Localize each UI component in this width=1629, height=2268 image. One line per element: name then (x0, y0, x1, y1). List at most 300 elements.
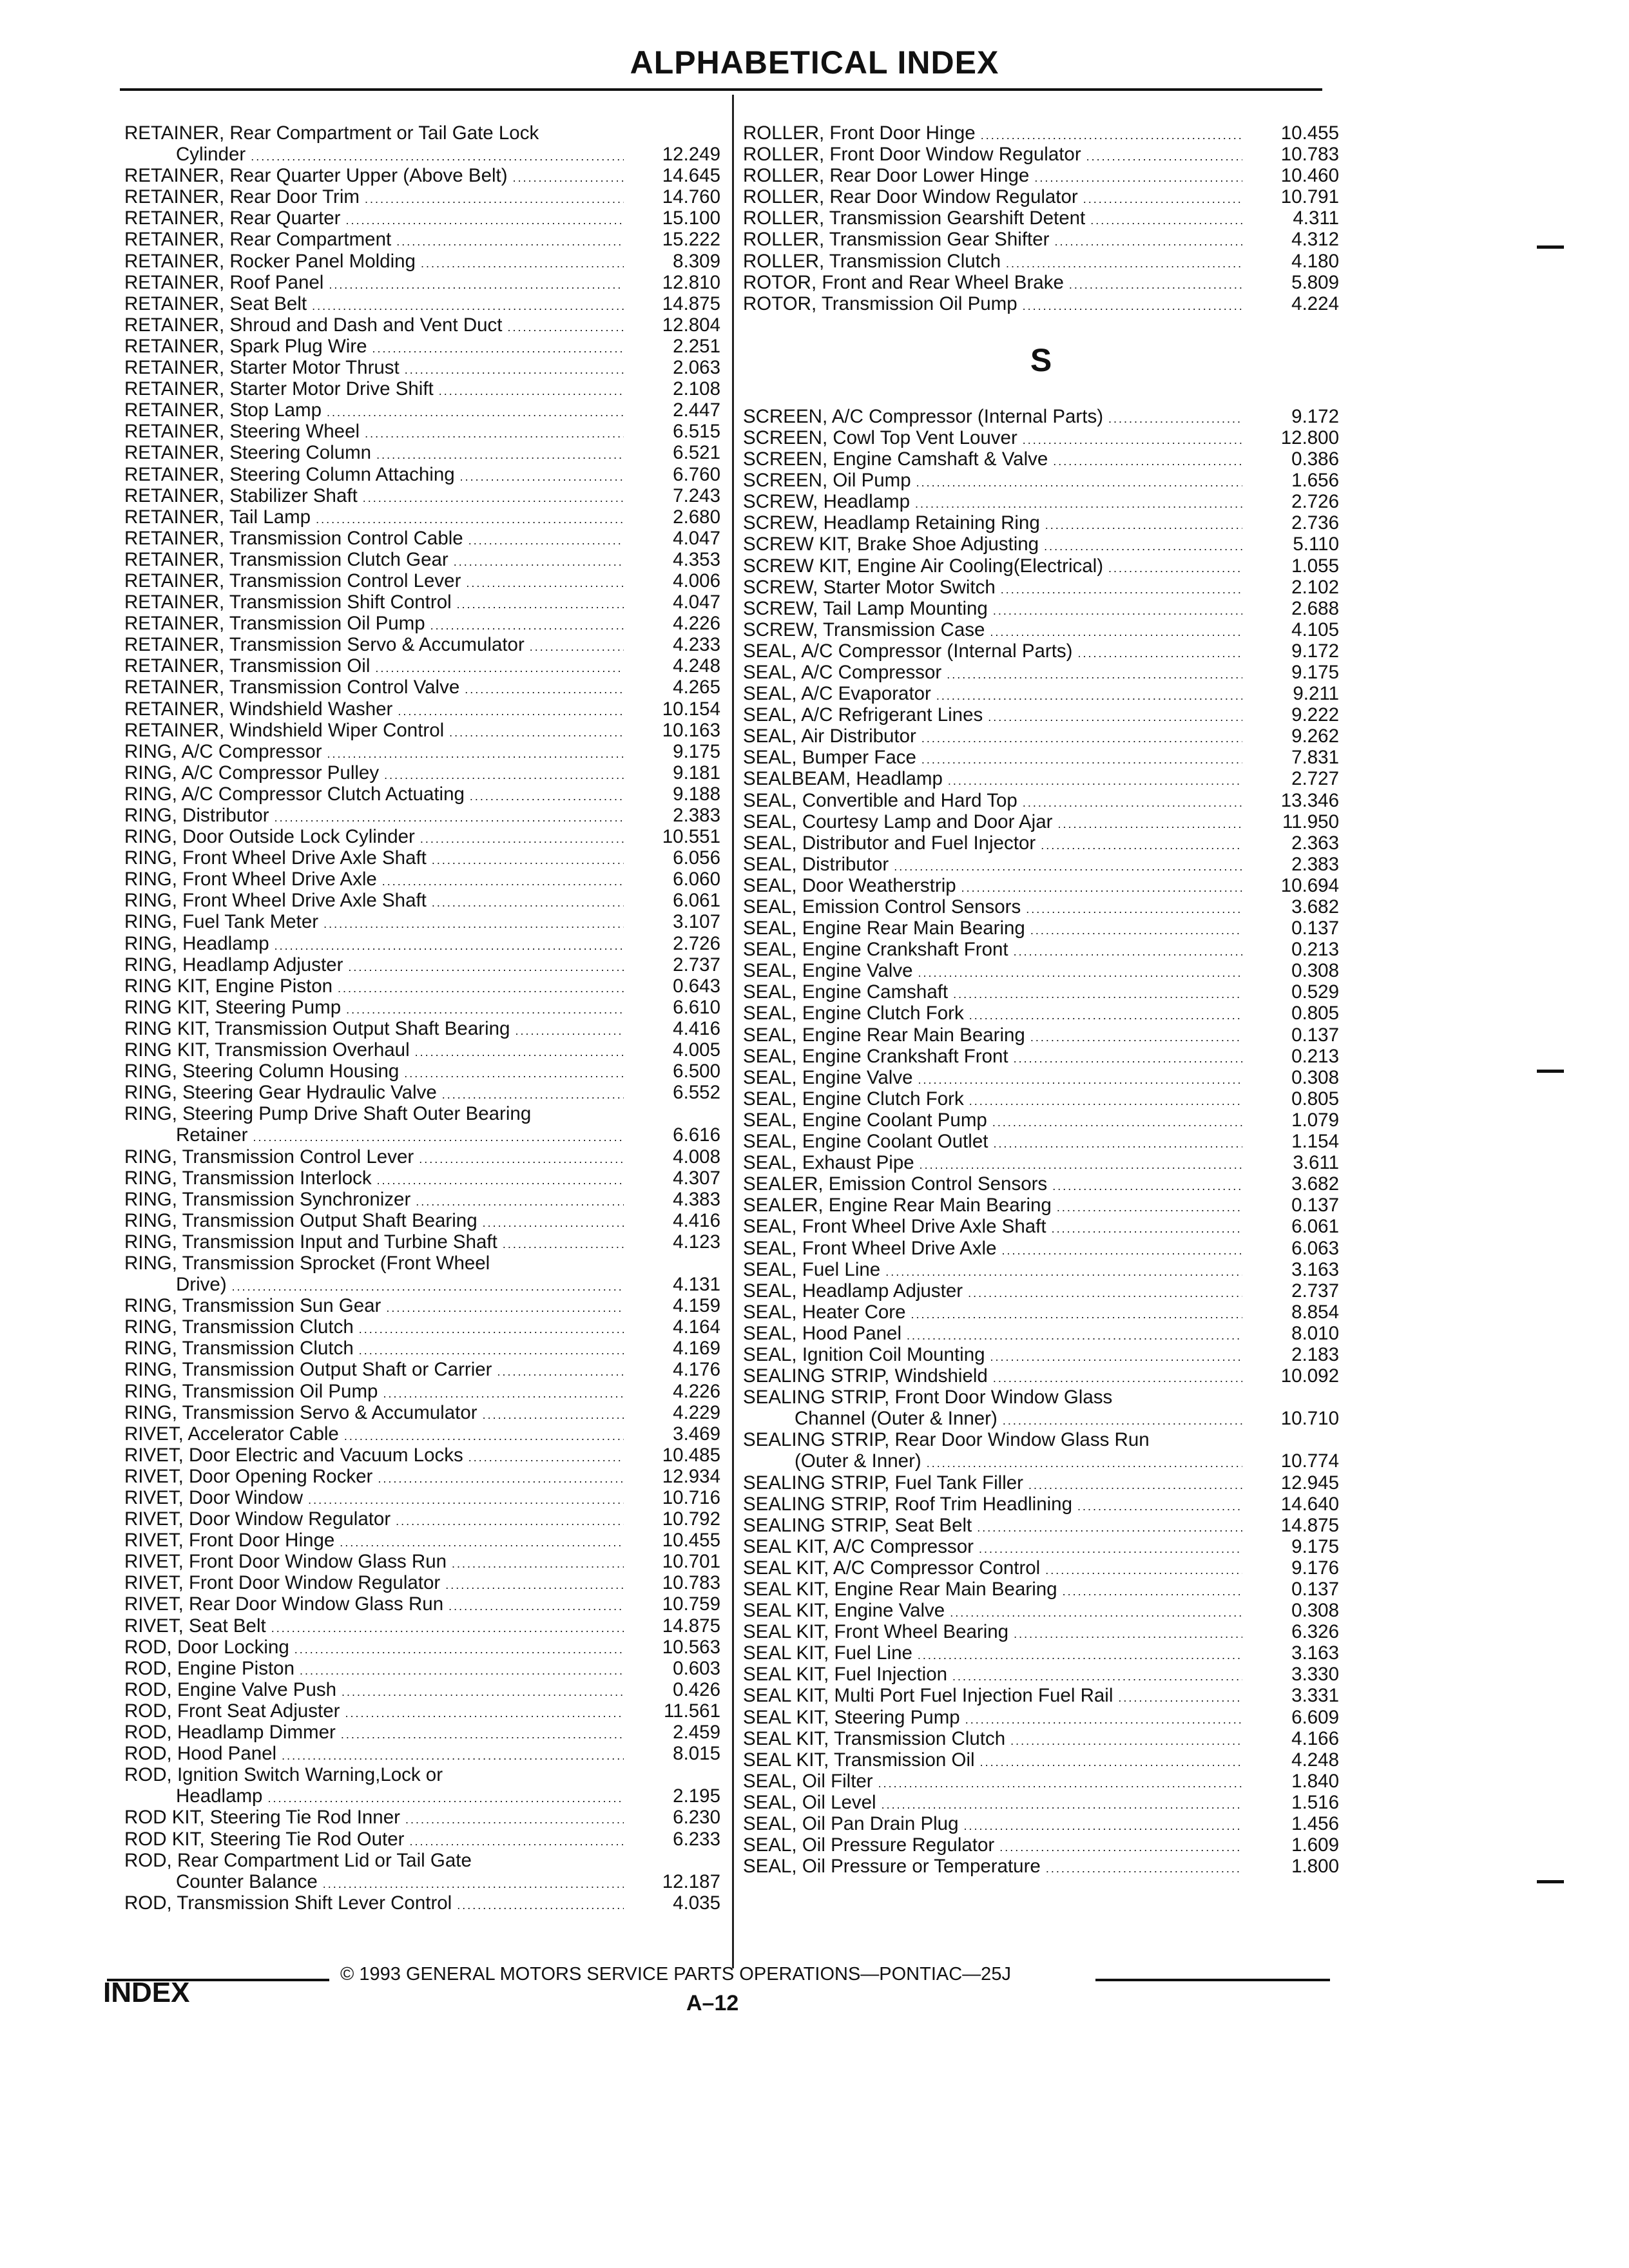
index-entry (743, 790, 1339, 811)
index-entry-text: (Outer & Inner) ..... (795, 1450, 1242, 1474)
index-entry-page: 6.060 (673, 869, 720, 890)
index-entry-page: 12.945 (1280, 1472, 1339, 1494)
index-entry-page: 0.805 (1291, 1088, 1339, 1110)
index-entry-page: 12.934 (662, 1465, 720, 1487)
index-entry (743, 1749, 1339, 1771)
index-entry (743, 1579, 1339, 1600)
index-entry (124, 911, 720, 932)
index-entry-text: SEALING STRIP, Windshield ..... (743, 1365, 1242, 1389)
index-entry-page: 4.224 (1291, 293, 1339, 314)
index-entry-page: 3.469 (673, 1423, 720, 1445)
index-entry-page: 9.262 (1291, 726, 1339, 747)
index-entry-text: SEAL KIT, Front Wheel Bearing ..... (743, 1621, 1242, 1645)
index-entry-page: 3.611 (1293, 1152, 1339, 1174)
index-entry-page: 9.176 (1291, 1557, 1339, 1579)
index-entry-text: SEALBEAM, Headlamp ..... (743, 768, 1242, 792)
index-entry (124, 847, 720, 869)
index-entry (743, 896, 1339, 918)
index-entry-text: SEALING STRIP, Fuel Tank Filler ..... (743, 1472, 1242, 1496)
index-entry-text: ROD, Transmission Shift Lever Control ..... (124, 1892, 624, 1916)
index-entry-page: 10.163 (662, 719, 720, 741)
index-entry-page: 10.759 (662, 1593, 720, 1615)
index-entry-page: 13.346 (1280, 789, 1339, 811)
index-entry-page: 8.854 (1291, 1301, 1339, 1323)
margin-mark (1537, 1880, 1564, 1883)
index-entry-text: Channel (Outer & Inner) ..... (795, 1408, 1242, 1432)
index-entry-text: RIVET, Door Opening Rocker ..... (124, 1466, 624, 1490)
right-column-bottom (743, 406, 1339, 1877)
index-entry-text: RIVET, Rear Door Window Glass Run ..... (124, 1593, 624, 1617)
index-entry (124, 1722, 720, 1743)
index-entry (743, 1387, 1339, 1408)
index-entry-text: ROD, Ignition Switch Warning,Lock or (124, 1764, 443, 1786)
index-entry-text: ROLLER, Rear Door Lower Hinge ..... (743, 165, 1242, 189)
index-entry (743, 229, 1339, 250)
index-entry-text: SEAL, Heater Core ..... (743, 1302, 1242, 1325)
index-entry (124, 1466, 720, 1487)
index-entry-text: ROLLER, Front Door Window Regulator ..... (743, 144, 1242, 168)
index-entry-text: SCREW KIT, Engine Air Cooling(Electrical) ..... (743, 555, 1242, 579)
index-entry-page: 4.312 (1291, 229, 1339, 251)
index-entry-text: RETAINER, Shroud and Dash and Vent Duct ..... (124, 314, 624, 338)
index-entry-page: 14.875 (1280, 1514, 1339, 1536)
index-entry-text: RETAINER, Transmission Oil Pump ..... (124, 613, 624, 637)
index-entry (743, 1195, 1339, 1216)
index-entry-text: SEALER, Emission Control Sensors ..... (743, 1173, 1242, 1197)
index-entry-page: 7.831 (1291, 747, 1339, 769)
index-entry-text: RING, Transmission Clutch ..... (124, 1338, 624, 1361)
index-entry (743, 427, 1339, 448)
index-entry-text: RETAINER, Transmission Servo & Accumulator ..... (124, 634, 624, 658)
index-entry-text: Drive) ..... (176, 1274, 624, 1298)
index-entry-page: 10.792 (662, 1508, 720, 1530)
index-entry (743, 1152, 1339, 1173)
index-entry (743, 832, 1339, 854)
index-entry-page: 10.563 (662, 1636, 720, 1658)
index-entry-page: 15.100 (662, 207, 720, 229)
index-entry (124, 314, 720, 336)
index-entry (124, 1124, 720, 1146)
index-entry (743, 272, 1339, 293)
index-entry-page: 6.552 (673, 1082, 720, 1104)
index-entry (743, 939, 1339, 960)
index-entry-text: SEALING STRIP, Front Door Window Glass (743, 1387, 1113, 1408)
index-entry-text: RING, Transmission Output Shaft Bearing ..... (124, 1210, 624, 1234)
index-entry (743, 251, 1339, 272)
index-entry-page: 3.163 (1291, 1258, 1339, 1280)
index-entry (124, 1210, 720, 1231)
index-entry-text: Headlamp ..... (176, 1785, 624, 1809)
index-entry-page: 0.137 (1291, 1024, 1339, 1046)
index-entry-text: SCREEN, Oil Pump ..... (743, 470, 1242, 494)
index-entry (124, 1572, 720, 1593)
index-entry-text: RING, Headlamp ..... (124, 933, 624, 957)
index-entry-text: SCREW, Headlamp ..... (743, 491, 1242, 515)
index-entry-page: 4.248 (1291, 1749, 1339, 1771)
index-entry-page: 4.416 (673, 1017, 720, 1039)
index-entry (124, 1146, 720, 1168)
index-entry (743, 470, 1339, 491)
index-entry-text: SEAL KIT, Multi Port Fuel Injection Fuel Rail ..... (743, 1685, 1242, 1709)
index-entry-page: 1.609 (1291, 1834, 1339, 1856)
index-entry (743, 811, 1339, 832)
index-entry-text: SEAL, Oil Level ..... (743, 1792, 1242, 1816)
index-entry (743, 1046, 1339, 1067)
index-entry (743, 1003, 1339, 1024)
index-entry-text: RING KIT, Transmission Overhaul ..... (124, 1039, 624, 1063)
index-entry (124, 1359, 720, 1380)
index-entry-page: 14.640 (1280, 1493, 1339, 1515)
index-entry-text: SEAL, Engine Valve ..... (743, 960, 1242, 984)
index-entry (743, 598, 1339, 619)
index-entry (743, 981, 1339, 1003)
index-entry-text: SEAL, Engine Coolant Outlet ..... (743, 1131, 1242, 1155)
index-entry-text: RETAINER, Rear Compartment ..... (124, 229, 624, 253)
index-entry-text: RING KIT, Steering Pump ..... (124, 997, 624, 1021)
index-entry-page: 5.809 (1291, 271, 1339, 293)
index-entry-text: RETAINER, Transmission Control Lever ..... (124, 570, 624, 594)
index-entry (124, 399, 720, 421)
index-entry (124, 229, 720, 250)
index-entry (743, 1621, 1339, 1642)
index-entry-page: 6.616 (673, 1124, 720, 1146)
index-entry-page: 6.326 (1291, 1621, 1339, 1643)
footer-index-label: INDEX (103, 1977, 190, 2008)
index-entry (743, 1707, 1339, 1728)
column-divider (732, 95, 734, 1968)
index-entry-text: Retainer ..... (176, 1124, 624, 1148)
index-entry-text: SEAL KIT, Engine Valve ..... (743, 1600, 1242, 1624)
index-entry-text: ROLLER, Transmission Gear Shifter ..... (743, 229, 1242, 253)
index-entry (743, 1344, 1339, 1365)
index-entry (743, 1642, 1339, 1664)
index-entry (124, 1530, 720, 1551)
index-entry-text: RING, Steering Gear Hydraulic Valve ..... (124, 1082, 624, 1106)
index-entry-text: SEALING STRIP, Rear Door Window Glass Run (743, 1429, 1150, 1451)
index-entry (124, 997, 720, 1018)
index-entry-text: RIVET, Door Window ..... (124, 1487, 624, 1511)
index-entry-text: RING, Transmission Clutch ..... (124, 1316, 624, 1340)
index-entry-page: 2.727 (1291, 768, 1339, 790)
index-entry (743, 577, 1339, 598)
section-letter: S (1030, 341, 1052, 378)
index-entry-page: 0.308 (1291, 1066, 1339, 1088)
index-entry-page: 1.516 (1291, 1791, 1339, 1813)
index-entry-text: RING KIT, Transmission Output Shaft Bearing ..... (124, 1018, 624, 1042)
index-entry (743, 747, 1339, 768)
index-entry-page: 0.137 (1291, 1195, 1339, 1216)
index-entry (124, 1039, 720, 1061)
index-entry (743, 1173, 1339, 1195)
index-entry-text: SCREEN, Cowl Top Vent Louver ..... (743, 427, 1242, 451)
index-entry-page: 6.515 (673, 421, 720, 443)
index-entry-text: RIVET, Seat Belt ..... (124, 1615, 624, 1639)
index-entry-text: RETAINER, Windshield Wiper Control ..... (124, 720, 624, 744)
index-entry-text: SEAL, Front Wheel Drive Axle Shaft ..... (743, 1216, 1242, 1240)
index-entry-text: SCREW, Starter Motor Switch ..... (743, 577, 1242, 601)
index-entry (124, 421, 720, 442)
index-entry (124, 207, 720, 229)
index-entry (124, 293, 720, 314)
index-entry (124, 805, 720, 826)
index-entry-page: 0.308 (1291, 960, 1339, 982)
index-entry-page: 11.561 (663, 1700, 720, 1722)
index-entry-page: 12.249 (662, 144, 720, 166)
index-entry-text: SEAL, A/C Compressor (Internal Parts) ..... (743, 640, 1242, 664)
index-entry-page: 4.353 (673, 548, 720, 570)
index-entry (124, 122, 720, 144)
index-entry-text: ROD, Hood Panel ..... (124, 1743, 624, 1767)
index-entry-page: 9.175 (1291, 1535, 1339, 1557)
index-entry (743, 555, 1339, 577)
index-entry-page: 4.226 (673, 1380, 720, 1402)
index-entry-page: 2.363 (1291, 832, 1339, 854)
index-entry-page: 10.791 (1280, 186, 1339, 208)
index-entry-text: ROD, Engine Piston ..... (124, 1658, 624, 1682)
index-entry-page: 6.609 (1291, 1706, 1339, 1728)
index-entry (124, 869, 720, 890)
index-entry-text: RING, Transmission Oil Pump ..... (124, 1381, 624, 1405)
index-entry-page: 9.172 (1291, 405, 1339, 427)
index-entry-text: RIVET, Accelerator Cable ..... (124, 1423, 624, 1447)
index-entry-page: 4.176 (673, 1359, 720, 1381)
index-entry-page: 2.737 (673, 954, 720, 975)
index-entry (124, 1018, 720, 1039)
index-entry (743, 875, 1339, 896)
index-entry (124, 272, 720, 293)
index-entry (124, 1082, 720, 1103)
index-entry-text: ROTOR, Front and Rear Wheel Brake ..... (743, 272, 1242, 296)
index-entry-text: SEAL, Fuel Line ..... (743, 1259, 1242, 1283)
index-entry-page: 12.800 (1280, 427, 1339, 448)
index-entry (124, 1189, 720, 1210)
index-entry-text: SEAL KIT, A/C Compressor ..... (743, 1536, 1242, 1560)
index-entry-page: 4.035 (673, 1892, 720, 1914)
index-entry (124, 1168, 720, 1189)
index-entry-text: SEAL, A/C Evaporator ..... (743, 683, 1242, 707)
index-entry (124, 1700, 720, 1722)
index-entry-text: SEAL KIT, Steering Pump ..... (743, 1707, 1242, 1731)
index-entry-page: 3.330 (1291, 1664, 1339, 1686)
index-entry-text: RING, Door Outside Lock Cylinder ..... (124, 826, 624, 850)
index-entry-page: 4.229 (673, 1401, 720, 1423)
index-entry-page: 4.006 (673, 570, 720, 591)
index-entry (124, 698, 720, 720)
index-entry-page: 0.805 (1291, 1003, 1339, 1024)
index-entry-text: ROD, Engine Valve Push ..... (124, 1679, 624, 1703)
index-entry (124, 1615, 720, 1637)
index-entry-text: SEAL, Convertible and Hard Top ..... (743, 790, 1242, 814)
index-entry (124, 890, 720, 911)
index-entry-page: 10.485 (662, 1444, 720, 1466)
index-entry (743, 1728, 1339, 1749)
index-entry-text: RETAINER, Rocker Panel Molding ..... (124, 251, 624, 274)
index-entry (124, 251, 720, 272)
index-entry (124, 1658, 720, 1679)
index-entry-page: 6.760 (673, 463, 720, 485)
index-entry-page: 8.010 (1291, 1322, 1339, 1344)
index-entry (124, 1338, 720, 1359)
margin-mark (1537, 1070, 1564, 1073)
index-entry (743, 1834, 1339, 1856)
index-entry (743, 1238, 1339, 1259)
index-entry-page: 2.102 (1291, 576, 1339, 598)
index-entry-text: RETAINER, Spark Plug Wire ..... (124, 336, 624, 360)
index-entry-page: 4.159 (673, 1295, 720, 1317)
index-entry-text: SEAL, A/C Refrigerant Lines ..... (743, 704, 1242, 728)
index-entry (743, 1856, 1339, 1877)
index-entry-text: SEAL KIT, Transmission Oil ..... (743, 1749, 1242, 1773)
index-entry (124, 1274, 720, 1295)
index-entry-text: SEAL KIT, Engine Rear Main Bearing ..... (743, 1579, 1242, 1602)
title-rule (120, 88, 1322, 91)
index-entry-text: SCREW, Transmission Case ..... (743, 619, 1242, 643)
index-entry-text: SEALING STRIP, Seat Belt ..... (743, 1515, 1242, 1539)
index-entry-text: SEALER, Engine Rear Main Bearing ..... (743, 1195, 1242, 1218)
index-entry-text: ROLLER, Rear Door Window Regulator ..... (743, 186, 1242, 210)
index-entry (124, 720, 720, 741)
index-entry (743, 1536, 1339, 1557)
index-entry-page: 9.181 (673, 762, 720, 783)
index-entry (124, 1551, 720, 1572)
index-entry-text: SEAL, Engine Rear Main Bearing ..... (743, 1024, 1242, 1048)
index-entry-page: 3.682 (1291, 1173, 1339, 1195)
index-entry-text: ROLLER, Transmission Clutch ..... (743, 251, 1242, 274)
index-entry-text: SEAL, Exhaust Pipe ..... (743, 1152, 1242, 1176)
index-entry (743, 293, 1339, 314)
index-entry-text: SEAL, Headlamp Adjuster ..... (743, 1280, 1242, 1304)
index-entry (743, 683, 1339, 704)
index-entry-page: 2.447 (673, 399, 720, 421)
index-entry (743, 491, 1339, 512)
index-entry-page: 4.047 (673, 591, 720, 613)
index-entry-page: 2.736 (1291, 512, 1339, 534)
index-entry (743, 1494, 1339, 1515)
index-entry-page: 10.694 (1280, 874, 1339, 896)
index-entry-page: 10.551 (662, 826, 720, 848)
index-entry-text: SEAL, Engine Crankshaft Front ..... (743, 939, 1242, 963)
index-entry-text: RING, Steering Pump Drive Shaft Outer Bearing (124, 1103, 532, 1125)
index-entry-page: 0.137 (1291, 918, 1339, 939)
index-entry-text: ROLLER, Front Door Hinge ..... (743, 122, 1242, 146)
index-entry (124, 528, 720, 549)
index-entry-text: SEAL, Engine Clutch Fork ..... (743, 1003, 1242, 1026)
index-entry-text: SEAL, Oil Pressure or Temperature ..... (743, 1856, 1242, 1879)
index-entry (124, 1850, 720, 1871)
index-entry-text: RETAINER, Roof Panel ..... (124, 272, 624, 296)
index-entry-text: SEAL KIT, A/C Compressor Control ..... (743, 1557, 1242, 1581)
index-entry (124, 357, 720, 378)
index-entry (743, 165, 1339, 186)
index-entry (743, 1600, 1339, 1621)
index-entry (124, 1637, 720, 1658)
index-entry-text: SCREW, Headlamp Retaining Ring ..... (743, 512, 1242, 536)
index-entry (124, 1445, 720, 1466)
index-entry-page: 5.110 (1293, 533, 1339, 555)
index-entry-text: RING, Transmission Interlock ..... (124, 1168, 624, 1191)
index-entry (743, 1302, 1339, 1323)
index-entry-page: 6.056 (673, 847, 720, 869)
index-entry-page: 12.804 (662, 314, 720, 336)
index-entry (124, 1679, 720, 1700)
index-entry (124, 1231, 720, 1253)
index-entry-page: 10.716 (662, 1487, 720, 1508)
index-entry-page: 4.383 (673, 1188, 720, 1210)
index-entry-text: SEAL, Oil Filter ..... (743, 1771, 1242, 1794)
index-entry-text: RETAINER, Rear Quarter ..... (124, 207, 624, 231)
index-entry-text: RING, Front Wheel Drive Axle ..... (124, 869, 624, 892)
index-entry-text: RETAINER, Steering Wheel ..... (124, 421, 624, 445)
index-entry-page: 11.950 (1282, 811, 1339, 832)
index-entry-text: RING, Steering Column Housing ..... (124, 1061, 624, 1084)
index-entry-page: 1.055 (1291, 555, 1339, 577)
index-entry (124, 1103, 720, 1124)
index-entry-text: SEAL KIT, Fuel Line ..... (743, 1642, 1242, 1666)
index-entry-page: 10.783 (662, 1572, 720, 1594)
index-entry (743, 406, 1339, 427)
index-entry-page: 3.682 (1291, 896, 1339, 918)
index-entry-page: 1.840 (1291, 1770, 1339, 1792)
index-entry-text: RIVET, Door Window Regulator ..... (124, 1508, 624, 1532)
index-entry (743, 1365, 1339, 1387)
index-entry (743, 1771, 1339, 1792)
index-entry-text: RING, A/C Compressor Pulley ..... (124, 762, 624, 786)
index-entry-page: 4.005 (673, 1039, 720, 1061)
index-entry-text: RING, Transmission Sprocket (Front Wheel (124, 1252, 490, 1274)
index-entry-text: SEAL KIT, Fuel Injection ..... (743, 1664, 1242, 1687)
index-entry-page: 4.233 (673, 634, 720, 656)
index-entry-page: 2.195 (673, 1785, 720, 1807)
index-entry (124, 1871, 720, 1892)
index-entry (743, 1323, 1339, 1344)
index-entry-text: SEAL, Distributor ..... (743, 854, 1242, 878)
index-entry-text: RING, Transmission Servo & Accumulator ..... (124, 1402, 624, 1426)
index-entry-text: SEAL, Bumper Face ..... (743, 747, 1242, 771)
index-entry-page: 2.726 (673, 932, 720, 954)
index-entry (743, 1110, 1339, 1131)
index-entry-text: ROTOR, Transmission Oil Pump ..... (743, 293, 1242, 317)
index-entry-page: 1.456 (1291, 1813, 1339, 1835)
index-entry (743, 1259, 1339, 1280)
index-entry-page: 15.222 (662, 229, 720, 251)
index-entry-text: RETAINER, Steering Column Attaching ..... (124, 464, 624, 488)
index-entry-page: 4.226 (673, 613, 720, 635)
index-entry-text: RETAINER, Stabilizer Shaft ..... (124, 485, 624, 509)
index-entry-page: 0.213 (1291, 939, 1339, 961)
index-entry (124, 144, 720, 165)
index-entry-text: ROD, Door Locking ..... (124, 1637, 624, 1660)
index-entry-text: RIVET, Front Door Window Regulator ..... (124, 1572, 624, 1596)
index-entry (124, 826, 720, 847)
index-entry (124, 1381, 720, 1402)
index-entry-text: RETAINER, Steering Column ..... (124, 442, 624, 466)
index-entry (124, 336, 720, 357)
index-entry-page: 9.188 (673, 783, 720, 805)
index-entry-text: RIVET, Front Door Hinge ..... (124, 1530, 624, 1553)
index-entry-page: 0.137 (1291, 1579, 1339, 1600)
index-entry-text: RING, Transmission Input and Turbine Shaft ..... (124, 1231, 624, 1255)
index-entry-text: RETAINER, Rear Quarter Upper (Above Belt) ..... (124, 165, 624, 189)
index-entry-page: 4.311 (1293, 207, 1339, 229)
index-entry-text: SEAL, Oil Pan Drain Plug ..... (743, 1813, 1242, 1837)
index-entry-text: RETAINER, Seat Belt ..... (124, 293, 624, 317)
index-entry (124, 1402, 720, 1423)
index-entry-page: 4.164 (673, 1316, 720, 1338)
index-entry (124, 1061, 720, 1082)
index-entry-text: SCREW, Tail Lamp Mounting ..... (743, 598, 1242, 622)
index-entry-page: 0.386 (1291, 448, 1339, 470)
index-entry (124, 1829, 720, 1850)
